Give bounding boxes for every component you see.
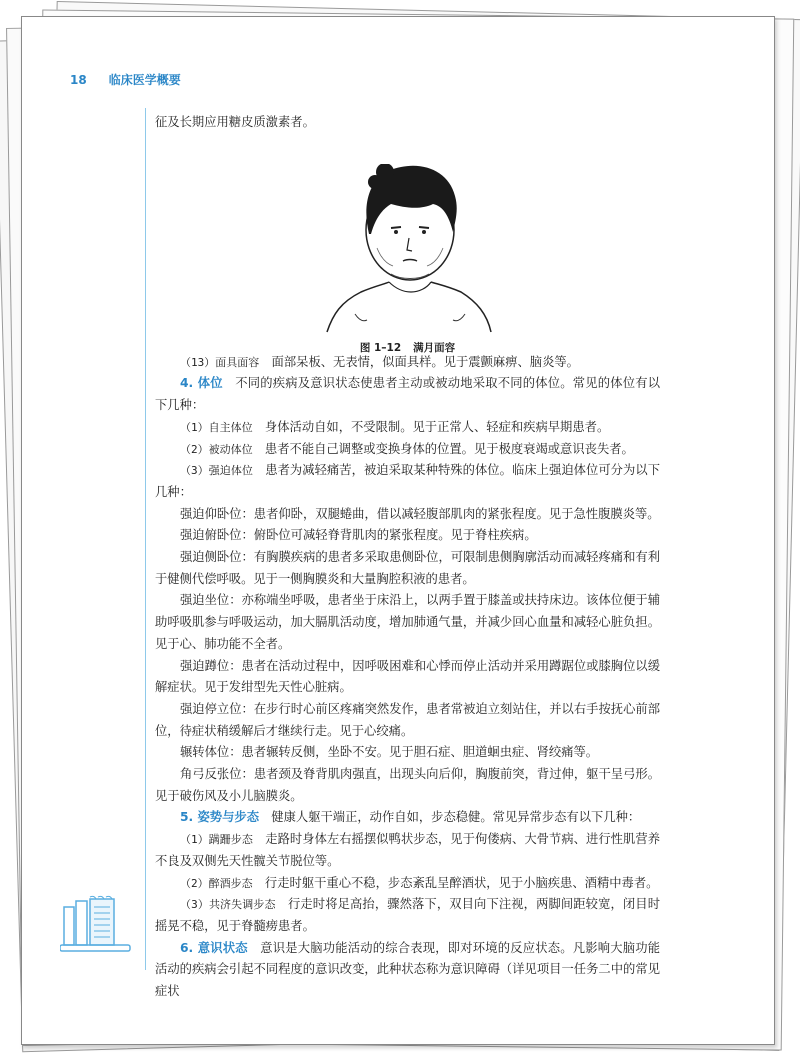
- section-paragraph: [155, 938, 660, 1003]
- paragraph: 强迫仰卧位：患者仰卧，双腿蜷曲，借以减轻腹部肌肉的紧张程度。见于急性腹膜炎等。: [180, 506, 660, 521]
- figure-title: 满月面容: [413, 341, 456, 354]
- paragraph-text: 意识是大脑功能活动的综合表现，即对环境的反应状态。凡影响大脑功能活动的疾病会引起不同程度的意识改变，此种状态称为意识障碍（详见项目一任务二中的常见症状: [155, 940, 660, 999]
- section-heading: 5. 姿势与步态: [180, 810, 259, 825]
- term-label: （3）共济失调步态: [180, 898, 276, 912]
- paragraph-text: 健康人躯干端正，动作自如，步态稳健。常见异常步态有以下几种：: [259, 810, 641, 825]
- paragraph: 角弓反张位：患者颈及脊背肌肉强直，出现头向后仰，胸腹前突，背过伸，躯干呈弓形。见于破伤风及小儿脑膜炎。: [155, 767, 660, 803]
- paragraph-text: 走路时身体左右摇摆似鸭状步态，见于佝偻病、大骨节病、进行性肌营养不良及双侧先天性髋关节脱位等。: [155, 832, 660, 868]
- term-label: （2）醉酒步态: [180, 876, 253, 890]
- running-header: [70, 71, 181, 88]
- paragraph-text: 行走时躯干重心不稳，步态紊乱呈醉酒状，见于小脑疾患、酒精中毒者。: [252, 875, 659, 890]
- paragraph: [155, 439, 660, 461]
- paragraph: 辗转体位：患者辗转反侧，坐卧不安。见于胆石症、胆道蛔虫症、肾绞痛等。: [180, 745, 599, 760]
- term-label: （2）被动体位: [180, 442, 253, 456]
- body-text: [155, 112, 660, 1003]
- paragraph: [155, 417, 660, 439]
- paragraph: 征及长期应用糖皮质激素者。: [155, 115, 315, 129]
- section-heading: 6. 意识状态: [180, 940, 248, 955]
- books-icon: [60, 895, 132, 953]
- section-paragraph: [155, 373, 660, 416]
- term-label: （1）蹒跚步态: [180, 833, 253, 847]
- paragraph: [155, 829, 660, 872]
- paragraph: 强迫停立位：在步行时心前区疼痛突然发作，患者常被迫立刻站住，并以右手按抚心前部位，待症状稍缓解后才继续行走。见于心绞痛。: [155, 701, 660, 738]
- margin-rule: [145, 108, 146, 970]
- paragraph-text: 患者为减轻痛苦，被迫采取某种特殊的体位。临床上强迫体位可分为以下几种：: [155, 463, 660, 499]
- paragraph: [155, 873, 660, 895]
- page-number: 18: [70, 73, 87, 87]
- paragraph: [155, 894, 660, 937]
- paragraph: 强迫蹲位：患者在活动过程中，因呼吸困难和心悸而停止活动并采用蹲踞位或膝胸位以缓解症状。见于发绀型先天性心脏病。: [155, 658, 660, 695]
- paragraph-text: 行走时将足高抬，骤然落下，双目向下注视，两脚间距较宽，闭目时摇晃不稳，见于脊髓痨患者。: [155, 897, 660, 933]
- paragraph-text: 患者不能自己调整或变换身体的位置。见于极度衰竭或意识丧失者。: [252, 441, 634, 456]
- paragraph: 强迫俯卧位：俯卧位可减轻脊背肌肉的紧张程度。见于脊柱疾病。: [180, 528, 537, 543]
- term-label: （1）自主体位: [180, 420, 253, 434]
- figure-number: 图 1–12: [359, 341, 402, 354]
- figure-caption: [155, 338, 660, 360]
- figure: [155, 134, 660, 352]
- term-label: （3）强迫体位: [180, 464, 253, 478]
- paragraph-text: 不同的疾病及意识状态使患者主动或被动地采取不同的体位。常见的体位有以下几种：: [155, 376, 660, 413]
- paragraph: 强迫侧卧位：有胸膜疾病的患者多采取患侧卧位，可限制患侧胸廓活动而减轻疼痛和有利于健侧代偿呼吸。见于一侧胸膜炎和大量胸腔积液的患者。: [155, 550, 660, 586]
- paragraph: 强迫坐位：亦称端坐呼吸，患者坐于床沿上，以两手置于膝盖或扶持床边。该体位便于辅助呼吸肌参与呼吸运动，加大膈肌活动度，增加肺通气量，并减少回心血量和减轻心脏负担。见于心、肺功能不全者。: [155, 593, 660, 651]
- book-title: 临床医学概要: [108, 73, 181, 87]
- section-paragraph: [155, 807, 660, 829]
- paragraph: [155, 460, 660, 503]
- paragraph-text: 身体活动自如，不受限制。见于正常人、轻症和疾病早期患者。: [252, 419, 610, 434]
- moon-face-illustration: [325, 164, 495, 336]
- term-label: （13）面具面容: [180, 355, 260, 369]
- section-heading: 4. 体位: [180, 376, 223, 391]
- paragraph-text: 面部呆板、无表情，似面具样。见于震颤麻痹、脑炎等。: [259, 354, 579, 369]
